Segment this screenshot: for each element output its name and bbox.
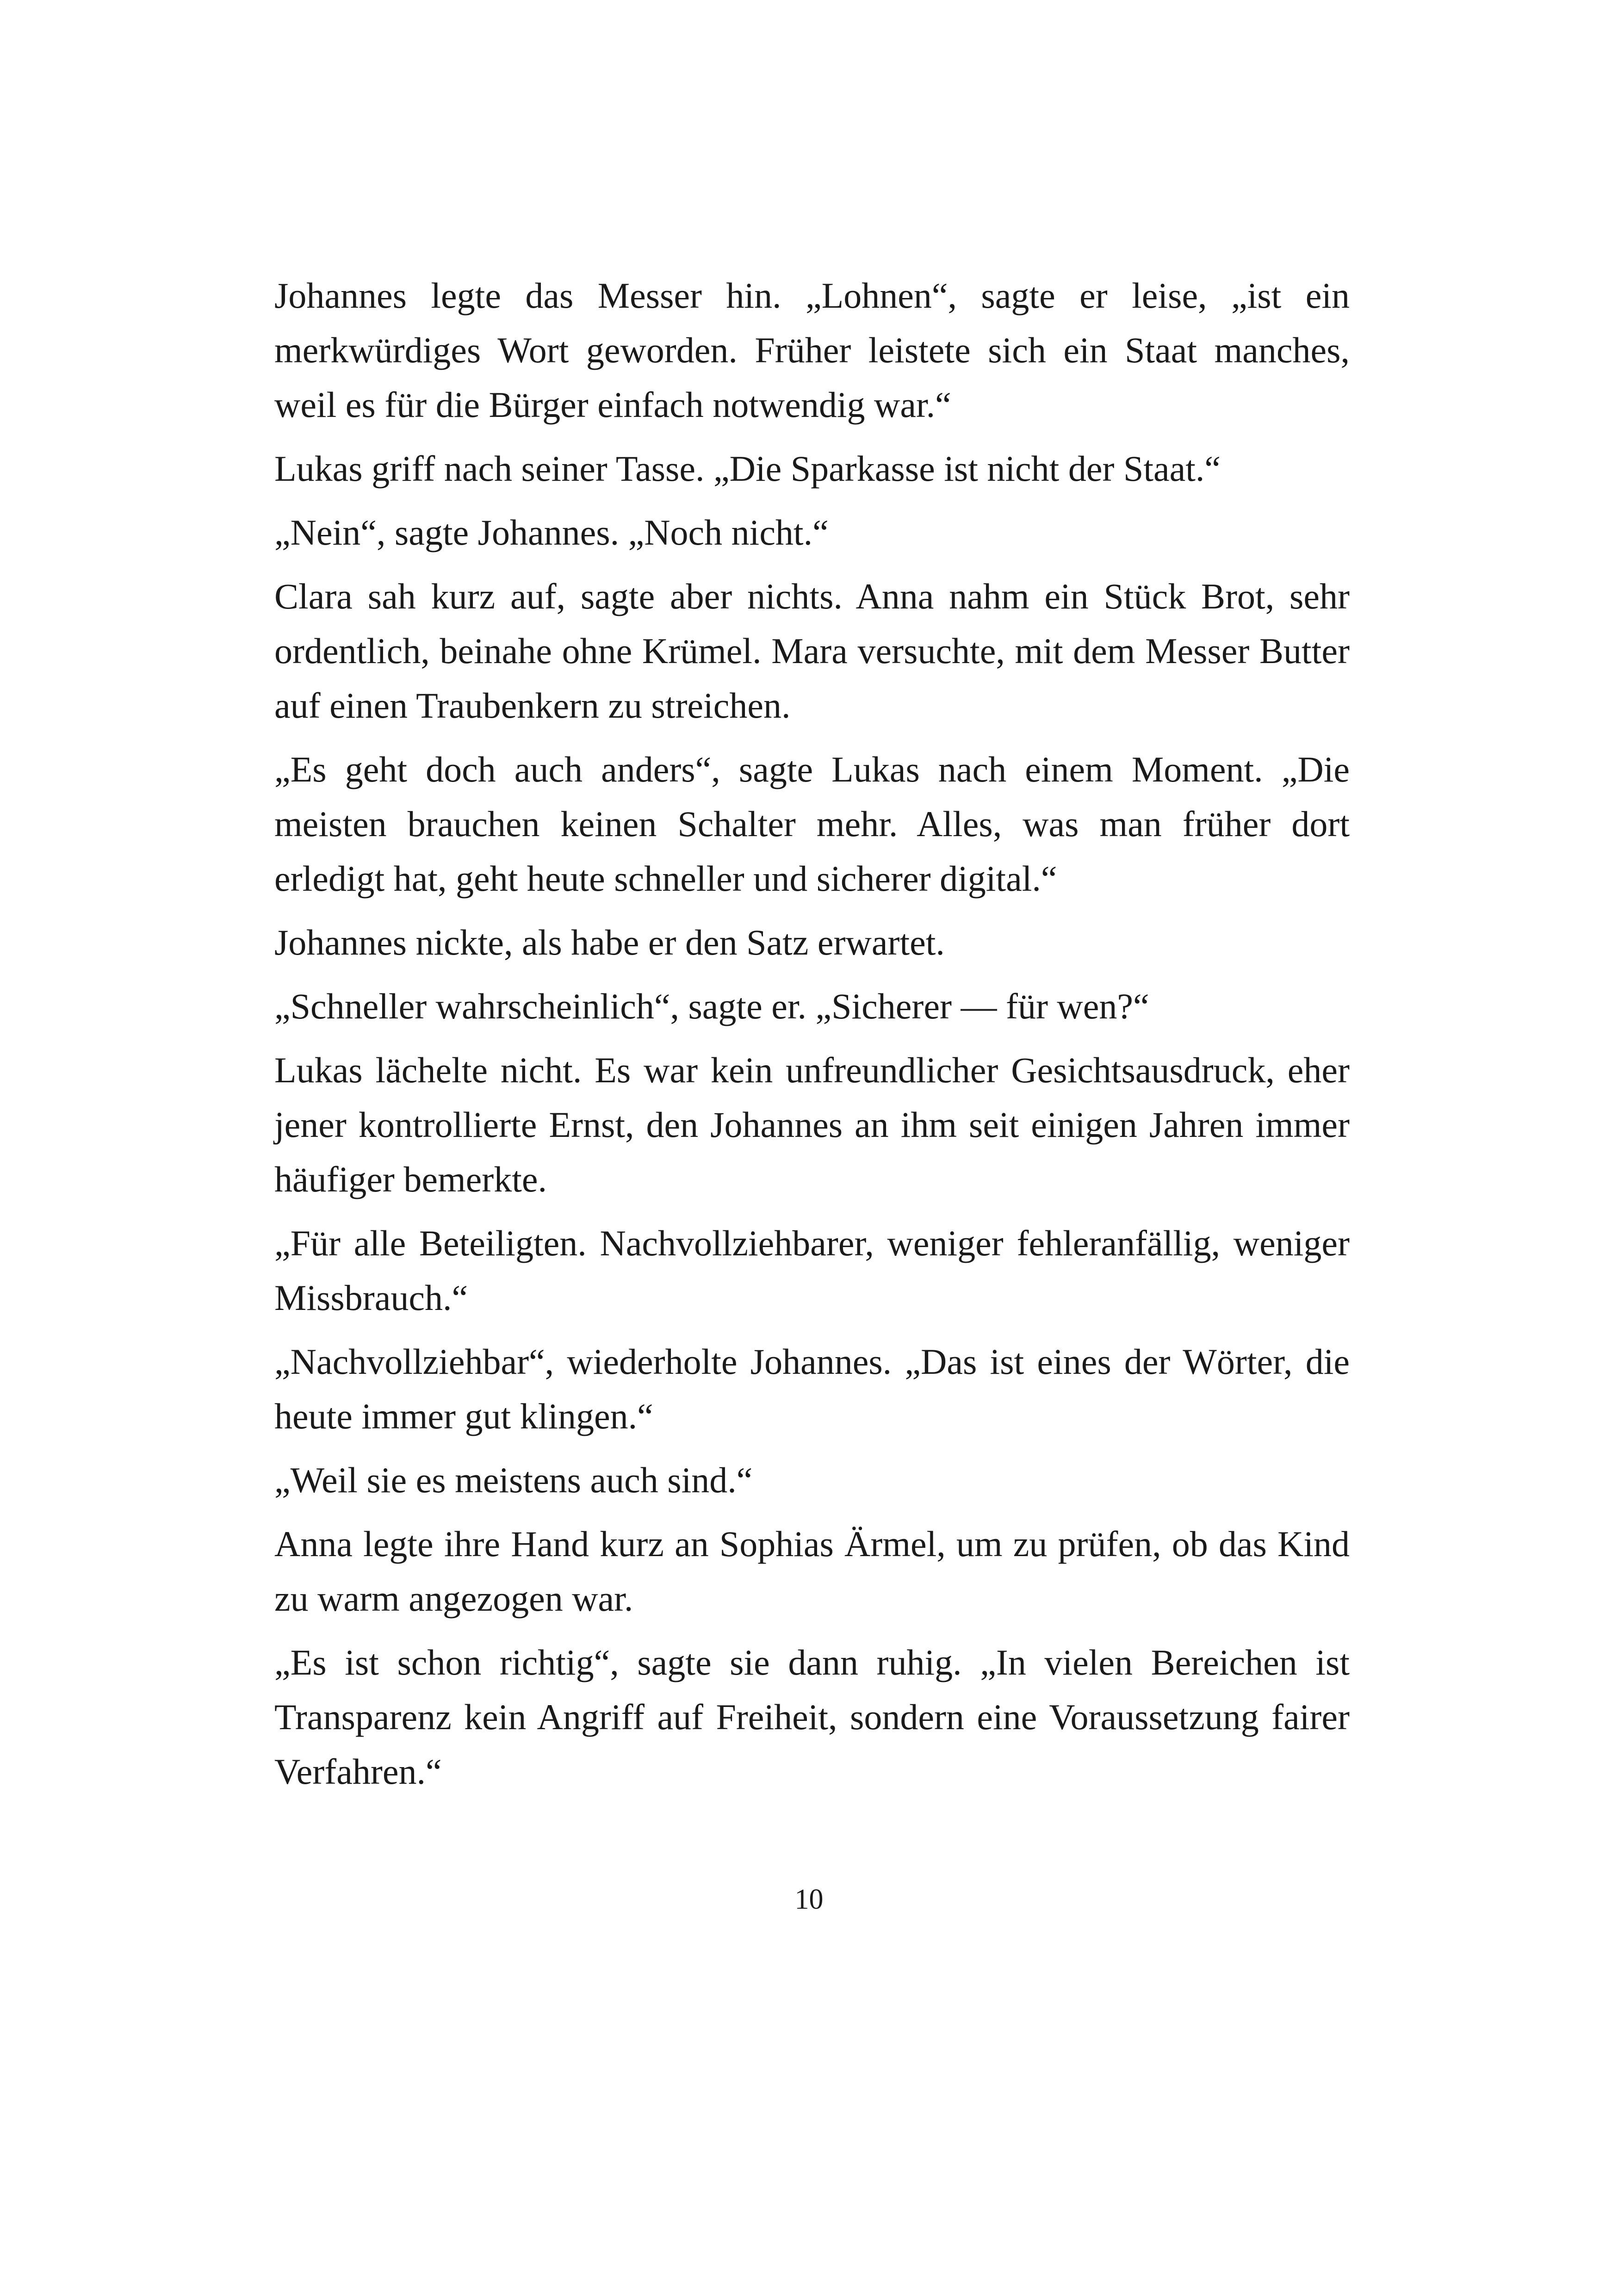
page-number: 10 — [794, 1884, 824, 1915]
paragraph-8: Lukas lächelte nicht. Es war kein unfreundlicher Gesichtsausdruck, eher jener kontrollierte Ernst, den Johannes an ihm seit einigen Jahren immer häufiger bemerkte. — [274, 1050, 1350, 1199]
paragraph-3: „Nein“, sagte Johannes. „Noch nicht.“ — [274, 512, 829, 552]
paragraph-11: „Weil sie es meistens auch sind.“ — [274, 1460, 753, 1500]
paragraph-6: Johannes nickte, als habe er den Satz erwartet. — [274, 922, 945, 962]
body-text — [274, 268, 1350, 1808]
paragraph-5: „Es geht doch auch anders“, sagte Lukas nach einem Moment. „Die meisten brauchen keinen Schalter mehr. Alles, was man früher dort erledigt hat, geht heute schneller und sicherer digital.“ — [274, 749, 1350, 899]
paragraph-2: Lukas griff nach seiner Tasse. „Die Sparkasse ist nicht der Staat.“ — [274, 448, 1221, 489]
paragraph-9: „Für alle Beteiligten. Nachvollziehbarer, weniger fehleranfällig, weniger Missbrauch.“ — [274, 1223, 1350, 1318]
paragraph-13: „Es ist schon richtig“, sagte sie dann ruhig. „In vielen Bereichen ist Transparenz kein Angriff auf Freiheit, sondern eine Voraussetzung fairer Verfahren.“ — [274, 1642, 1350, 1792]
paragraph-10: „Nachvollziehbar“, wiederholte Johannes. „Das ist eines der Wörter, die heute immer gut klingen.“ — [274, 1341, 1350, 1436]
paragraph-7: „Schneller wahrscheinlich“, sagte er. „Sicherer — für wen?“ — [274, 986, 1149, 1026]
paragraph-4: Clara sah kurz auf, sagte aber nichts. Anna nahm ein Stück Brot, sehr ordentlich, beinahe ohne Krümel. Mara versuchte, mit dem Messer Butter auf einen Traubenkern zu streichen. — [274, 576, 1350, 726]
paragraph-12: Anna legte ihre Hand kurz an Sophias Ärmel, um zu prüfen, ob das Kind zu warm angezogen war. — [274, 1524, 1350, 1619]
paragraph-1: Johannes legte das Messer hin. „Lohnen“, sagte er leise, „ist ein merkwürdiges Wort geworden. Früher leistete sich ein Staat manches, weil es für die Bürger einfach notwendig war.“ — [274, 275, 1350, 425]
